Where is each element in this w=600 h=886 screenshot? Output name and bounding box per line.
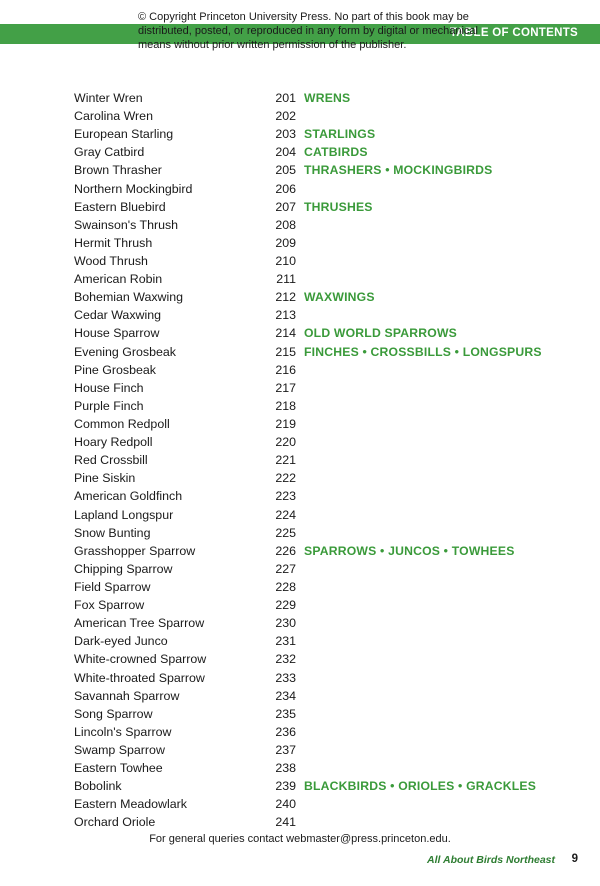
species-name: Eastern Bluebird (74, 199, 166, 214)
book-title: All About Birds Northeast (427, 854, 555, 866)
species-name: Fox Sparrow (74, 598, 145, 613)
toc-entry[interactable] (74, 379, 574, 397)
page-ref: 211 (276, 272, 296, 287)
family-heading: WRENS (304, 91, 351, 105)
toc-entry[interactable] (74, 324, 574, 342)
species-name: Chipping Sparrow (74, 561, 173, 576)
toc-entry[interactable] (74, 578, 574, 596)
page-ref: 204 (275, 145, 296, 160)
page-ref: 209 (275, 235, 296, 250)
species-name: American Robin (74, 272, 163, 287)
page-ref: 205 (275, 163, 296, 178)
toc-entry[interactable] (74, 433, 574, 451)
page-ref: 231 (275, 634, 296, 649)
species-name: Winter Wren (74, 91, 143, 105)
species-name: House Finch (74, 380, 144, 395)
toc-entry[interactable] (74, 687, 574, 705)
species-name: House Sparrow (74, 326, 160, 341)
toc-entry[interactable] (74, 252, 574, 270)
page-ref: 230 (275, 616, 296, 631)
toc-list (74, 89, 574, 831)
family-heading: BLACKBIRDS • ORIOLES • GRACKLES (304, 779, 537, 794)
page-ref: 201 (275, 91, 296, 105)
page-ref: 238 (275, 761, 296, 776)
page-ref: 220 (275, 435, 296, 450)
toc-entry[interactable] (74, 614, 574, 632)
copyright-line: distributed, posted, or reproduced in any form by digital or mechanical (138, 25, 478, 37)
section-title: TABLE OF CONTENTS (449, 27, 578, 39)
page-ref: 241 (275, 815, 296, 830)
species-name: American Tree Sparrow (74, 616, 205, 631)
toc-entry[interactable] (74, 777, 574, 795)
copyright-line: © Copyright Princeton University Press. No part of this book may be (138, 11, 469, 23)
page-ref: 215 (275, 344, 296, 359)
family-heading: CATBIRDS (304, 145, 368, 160)
toc-entry[interactable] (74, 198, 574, 216)
toc-entry[interactable] (74, 469, 574, 487)
toc-entry[interactable] (74, 723, 574, 741)
page-ref: 222 (275, 471, 296, 486)
species-name: Eastern Meadowlark (74, 797, 187, 812)
page-ref: 235 (275, 706, 296, 721)
toc-entry[interactable] (74, 306, 574, 324)
species-name: Gray Catbird (74, 145, 145, 160)
page-ref: 219 (275, 416, 296, 431)
species-name: Swamp Sparrow (74, 742, 165, 757)
species-name: European Starling (74, 127, 174, 142)
toc-entry[interactable] (74, 397, 574, 415)
page-ref: 218 (275, 398, 296, 413)
species-name: White-throated Sparrow (74, 670, 205, 685)
species-name: Grasshopper Sparrow (74, 543, 196, 558)
species-name: Hermit Thrush (74, 235, 153, 250)
species-name: Song Sparrow (74, 706, 153, 721)
toc-entry[interactable] (74, 759, 574, 777)
species-name: Carolina Wren (74, 109, 153, 124)
toc-entry[interactable] (74, 596, 574, 614)
species-name: Eastern Towhee (74, 761, 163, 776)
species-name: Brown Thrasher (74, 163, 162, 178)
species-name: Savannah Sparrow (74, 688, 180, 703)
toc-entry[interactable] (74, 632, 574, 650)
page-ref: 239 (275, 779, 296, 794)
family-heading: THRUSHES (304, 199, 373, 214)
page-ref: 208 (275, 217, 296, 232)
family-heading: STARLINGS (304, 127, 376, 142)
page-ref: 237 (275, 742, 296, 757)
toc-entry[interactable] (74, 161, 574, 179)
toc-entry[interactable] (74, 669, 574, 687)
toc-entry[interactable] (74, 361, 574, 379)
toc-entry[interactable] (74, 270, 574, 288)
species-name: Pine Grosbeak (74, 362, 156, 377)
species-name: Field Sparrow (74, 579, 151, 594)
species-name: Lapland Longspur (74, 507, 174, 522)
page-ref: 227 (275, 561, 296, 576)
page-ref: 214 (275, 326, 296, 341)
page-ref: 223 (275, 489, 296, 504)
page-ref: 228 (275, 579, 296, 594)
page-number: 9 (571, 853, 578, 865)
family-heading: OLD WORLD SPARROWS (304, 326, 457, 341)
page-ref: 224 (275, 507, 296, 522)
species-name: American Goldfinch (74, 489, 183, 504)
toc-entry[interactable] (74, 650, 574, 668)
toc-entry[interactable] (74, 542, 574, 560)
page-ref: 217 (275, 380, 296, 395)
page-ref: 236 (275, 724, 296, 739)
page-ref: 233 (275, 670, 296, 685)
copyright-line: means without prior written permission of the publisher. (138, 39, 407, 51)
toc-entry[interactable] (74, 705, 574, 723)
page-ref: 225 (275, 525, 296, 540)
toc-entry[interactable] (74, 143, 574, 161)
species-name: Snow Bunting (74, 525, 151, 540)
species-name: Bohemian Waxwing (74, 290, 184, 305)
species-name: Dark-eyed Junco (74, 634, 168, 649)
page-ref: 213 (275, 308, 296, 323)
toc-entry[interactable] (74, 89, 574, 107)
page-ref: 206 (275, 181, 296, 196)
toc-entry[interactable] (74, 234, 574, 252)
toc-entry[interactable] (74, 487, 574, 505)
toc-entry[interactable] (74, 560, 574, 578)
species-name: Wood Thrush (74, 253, 148, 268)
toc-entry[interactable] (74, 180, 574, 198)
page-ref: 229 (275, 598, 296, 613)
species-name: Orchard Oriole (74, 815, 156, 830)
page-ref: 207 (275, 199, 296, 214)
toc-entry[interactable] (74, 451, 574, 469)
species-name: Red Crossbill (74, 453, 148, 468)
species-name: Purple Finch (74, 398, 144, 413)
toc-entry[interactable] (74, 741, 574, 759)
species-name: Northern Mockingbird (74, 181, 193, 196)
page-ref: 240 (275, 797, 296, 812)
page-ref: 203 (275, 127, 296, 142)
species-name: Common Redpoll (74, 416, 170, 431)
page-ref: 232 (275, 652, 296, 667)
copyright-notice (138, 10, 518, 52)
species-name: Hoary Redpoll (74, 435, 153, 450)
toc-entry[interactable] (74, 524, 574, 542)
page-ref: 202 (275, 109, 296, 124)
toc-entry[interactable] (74, 813, 574, 831)
family-heading: WAXWINGS (304, 290, 375, 305)
page-ref: 221 (275, 453, 296, 468)
species-name: White-crowned Sparrow (74, 652, 207, 667)
toc-entry[interactable] (74, 415, 574, 433)
page-ref: 226 (275, 543, 296, 558)
species-name: Cedar Waxwing (74, 308, 161, 323)
page-ref: 212 (275, 290, 296, 305)
family-heading: FINCHES • CROSSBILLS • LONGSPURS (304, 344, 542, 359)
toc-entry[interactable] (74, 107, 574, 125)
page-ref: 210 (275, 253, 296, 268)
page-ref: 234 (275, 688, 296, 703)
toc-entry[interactable] (74, 795, 574, 813)
toc-entry[interactable] (74, 506, 574, 524)
species-name: Swainson's Thrush (74, 217, 179, 232)
toc-entry[interactable] (74, 125, 574, 143)
species-name: Bobolink (74, 779, 122, 794)
toc-entry[interactable] (74, 216, 574, 234)
toc-entry[interactable] (74, 288, 574, 306)
family-heading: SPARROWS • JUNCOS • TOWHEES (304, 543, 515, 558)
family-heading: THRASHERS • MOCKINGBIRDS (304, 163, 493, 178)
toc-entry[interactable] (74, 343, 574, 361)
species-name: Evening Grosbeak (74, 344, 176, 359)
page-ref: 216 (275, 362, 296, 377)
species-name: Lincoln's Sparrow (74, 724, 172, 739)
contact-line: For general queries contact webmaster@press.princeton.edu. (149, 833, 451, 845)
species-name: Pine Siskin (74, 471, 136, 486)
